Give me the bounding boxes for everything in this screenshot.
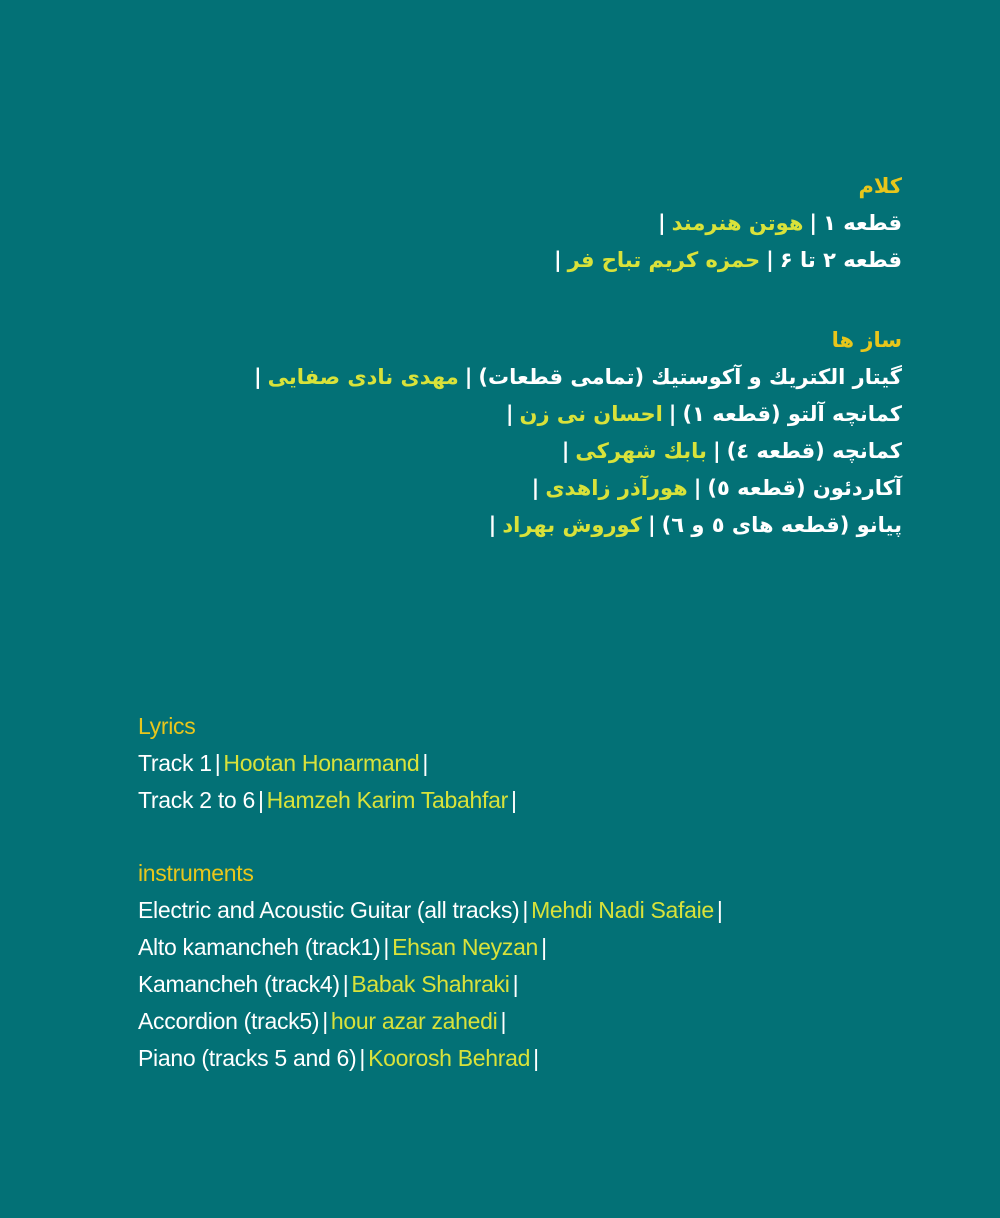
separator: | (809, 211, 818, 235)
credit-name: حمزه کریم تباح فر (567, 248, 761, 272)
role: Track 2 to 6 (138, 787, 255, 813)
separator: | (257, 787, 264, 813)
english-credits (138, 708, 726, 1077)
role: قطعه ۱ (823, 211, 902, 235)
persian-instruments-heading: ساز ها (831, 328, 902, 352)
english-instrument-row (138, 966, 726, 1003)
credit-name: هوتن هنرمند (671, 211, 804, 235)
separator: | (712, 439, 721, 463)
separator: | (359, 1045, 366, 1071)
credit-name: هورآذر زاهدی (545, 476, 688, 500)
english-instrument-row (138, 1003, 726, 1040)
credit-name: Hootan Honarmand (223, 750, 420, 776)
separator: | (214, 750, 221, 776)
separator: | (522, 897, 529, 923)
credit-name: Babak Shahraki (351, 971, 510, 997)
persian-lyrics-row (248, 205, 902, 242)
separator: | (553, 248, 562, 272)
separator: | (383, 934, 390, 960)
role: گیتار الکتریك و آکوستیك (تمامی قطعات) (478, 365, 902, 389)
separator: | (488, 513, 497, 537)
separator: | (464, 365, 473, 389)
separator: | (766, 248, 774, 272)
credit-name: مهدی نادی صفایی (267, 365, 459, 389)
separator: | (533, 1045, 539, 1071)
persian-lyrics-row (248, 242, 902, 279)
role: قطعه ۲ تا ۶ (779, 248, 902, 272)
english-lyrics-row (138, 745, 726, 782)
english-lyrics-row (138, 782, 726, 819)
separator: | (668, 402, 677, 426)
persian-lyrics-heading: کلام (858, 174, 902, 198)
role: Accordion (track5) (138, 1008, 320, 1034)
separator: | (541, 934, 547, 960)
persian-instrument-row (248, 507, 902, 544)
separator: | (322, 1008, 328, 1034)
english-instruments-heading: instruments (138, 860, 254, 886)
role: کمانچه (قطعه ٤) (726, 439, 902, 463)
role: Electric and Acoustic Guitar (all tracks) (138, 897, 520, 923)
separator: | (531, 476, 540, 500)
role: کمانچه آلتو (قطعه ۱) (682, 402, 902, 426)
separator: | (342, 971, 349, 997)
persian-credits (248, 168, 902, 544)
separator: | (657, 211, 666, 235)
english-instrument-row (138, 892, 726, 929)
separator: | (253, 365, 262, 389)
separator: | (505, 402, 514, 426)
separator: | (512, 971, 519, 997)
role: آکاردئون (قطعه ٥) (707, 476, 902, 500)
persian-instrument-row (248, 359, 902, 396)
english-instrument-row (138, 1040, 726, 1077)
persian-instrument-row (248, 396, 902, 433)
credit-name: Koorosh Behrad (368, 1045, 531, 1071)
english-lyrics-heading: Lyrics (138, 713, 196, 739)
separator: | (422, 750, 429, 776)
role: Piano (tracks 5 and 6) (138, 1045, 357, 1071)
credit-name: Ehsan Neyzan (392, 934, 539, 960)
credit-name: Mehdi Nadi Safaie (531, 897, 714, 923)
role: پیانو (قطعه های ٥ و ٦) (661, 513, 902, 537)
persian-instrument-row (248, 433, 902, 470)
credit-name: Hamzeh Karim Tabahfar (266, 787, 508, 813)
role: Kamancheh (track4) (138, 971, 340, 997)
role: Alto kamancheh (track1) (138, 934, 381, 960)
separator: | (510, 787, 517, 813)
separator: | (500, 1008, 507, 1034)
separator: | (716, 897, 723, 923)
separator: | (647, 513, 656, 537)
credit-name: احسان نی زن (519, 402, 663, 426)
separator: | (561, 439, 570, 463)
english-instrument-row (138, 929, 726, 966)
role: Track 1 (138, 750, 212, 776)
credit-name: hour azar zahedi (330, 1008, 498, 1034)
persian-instrument-row (248, 470, 902, 507)
credit-name: کوروش بهراد (502, 513, 642, 537)
credit-name: بابك شهرکی (575, 439, 707, 463)
separator: | (693, 476, 702, 500)
